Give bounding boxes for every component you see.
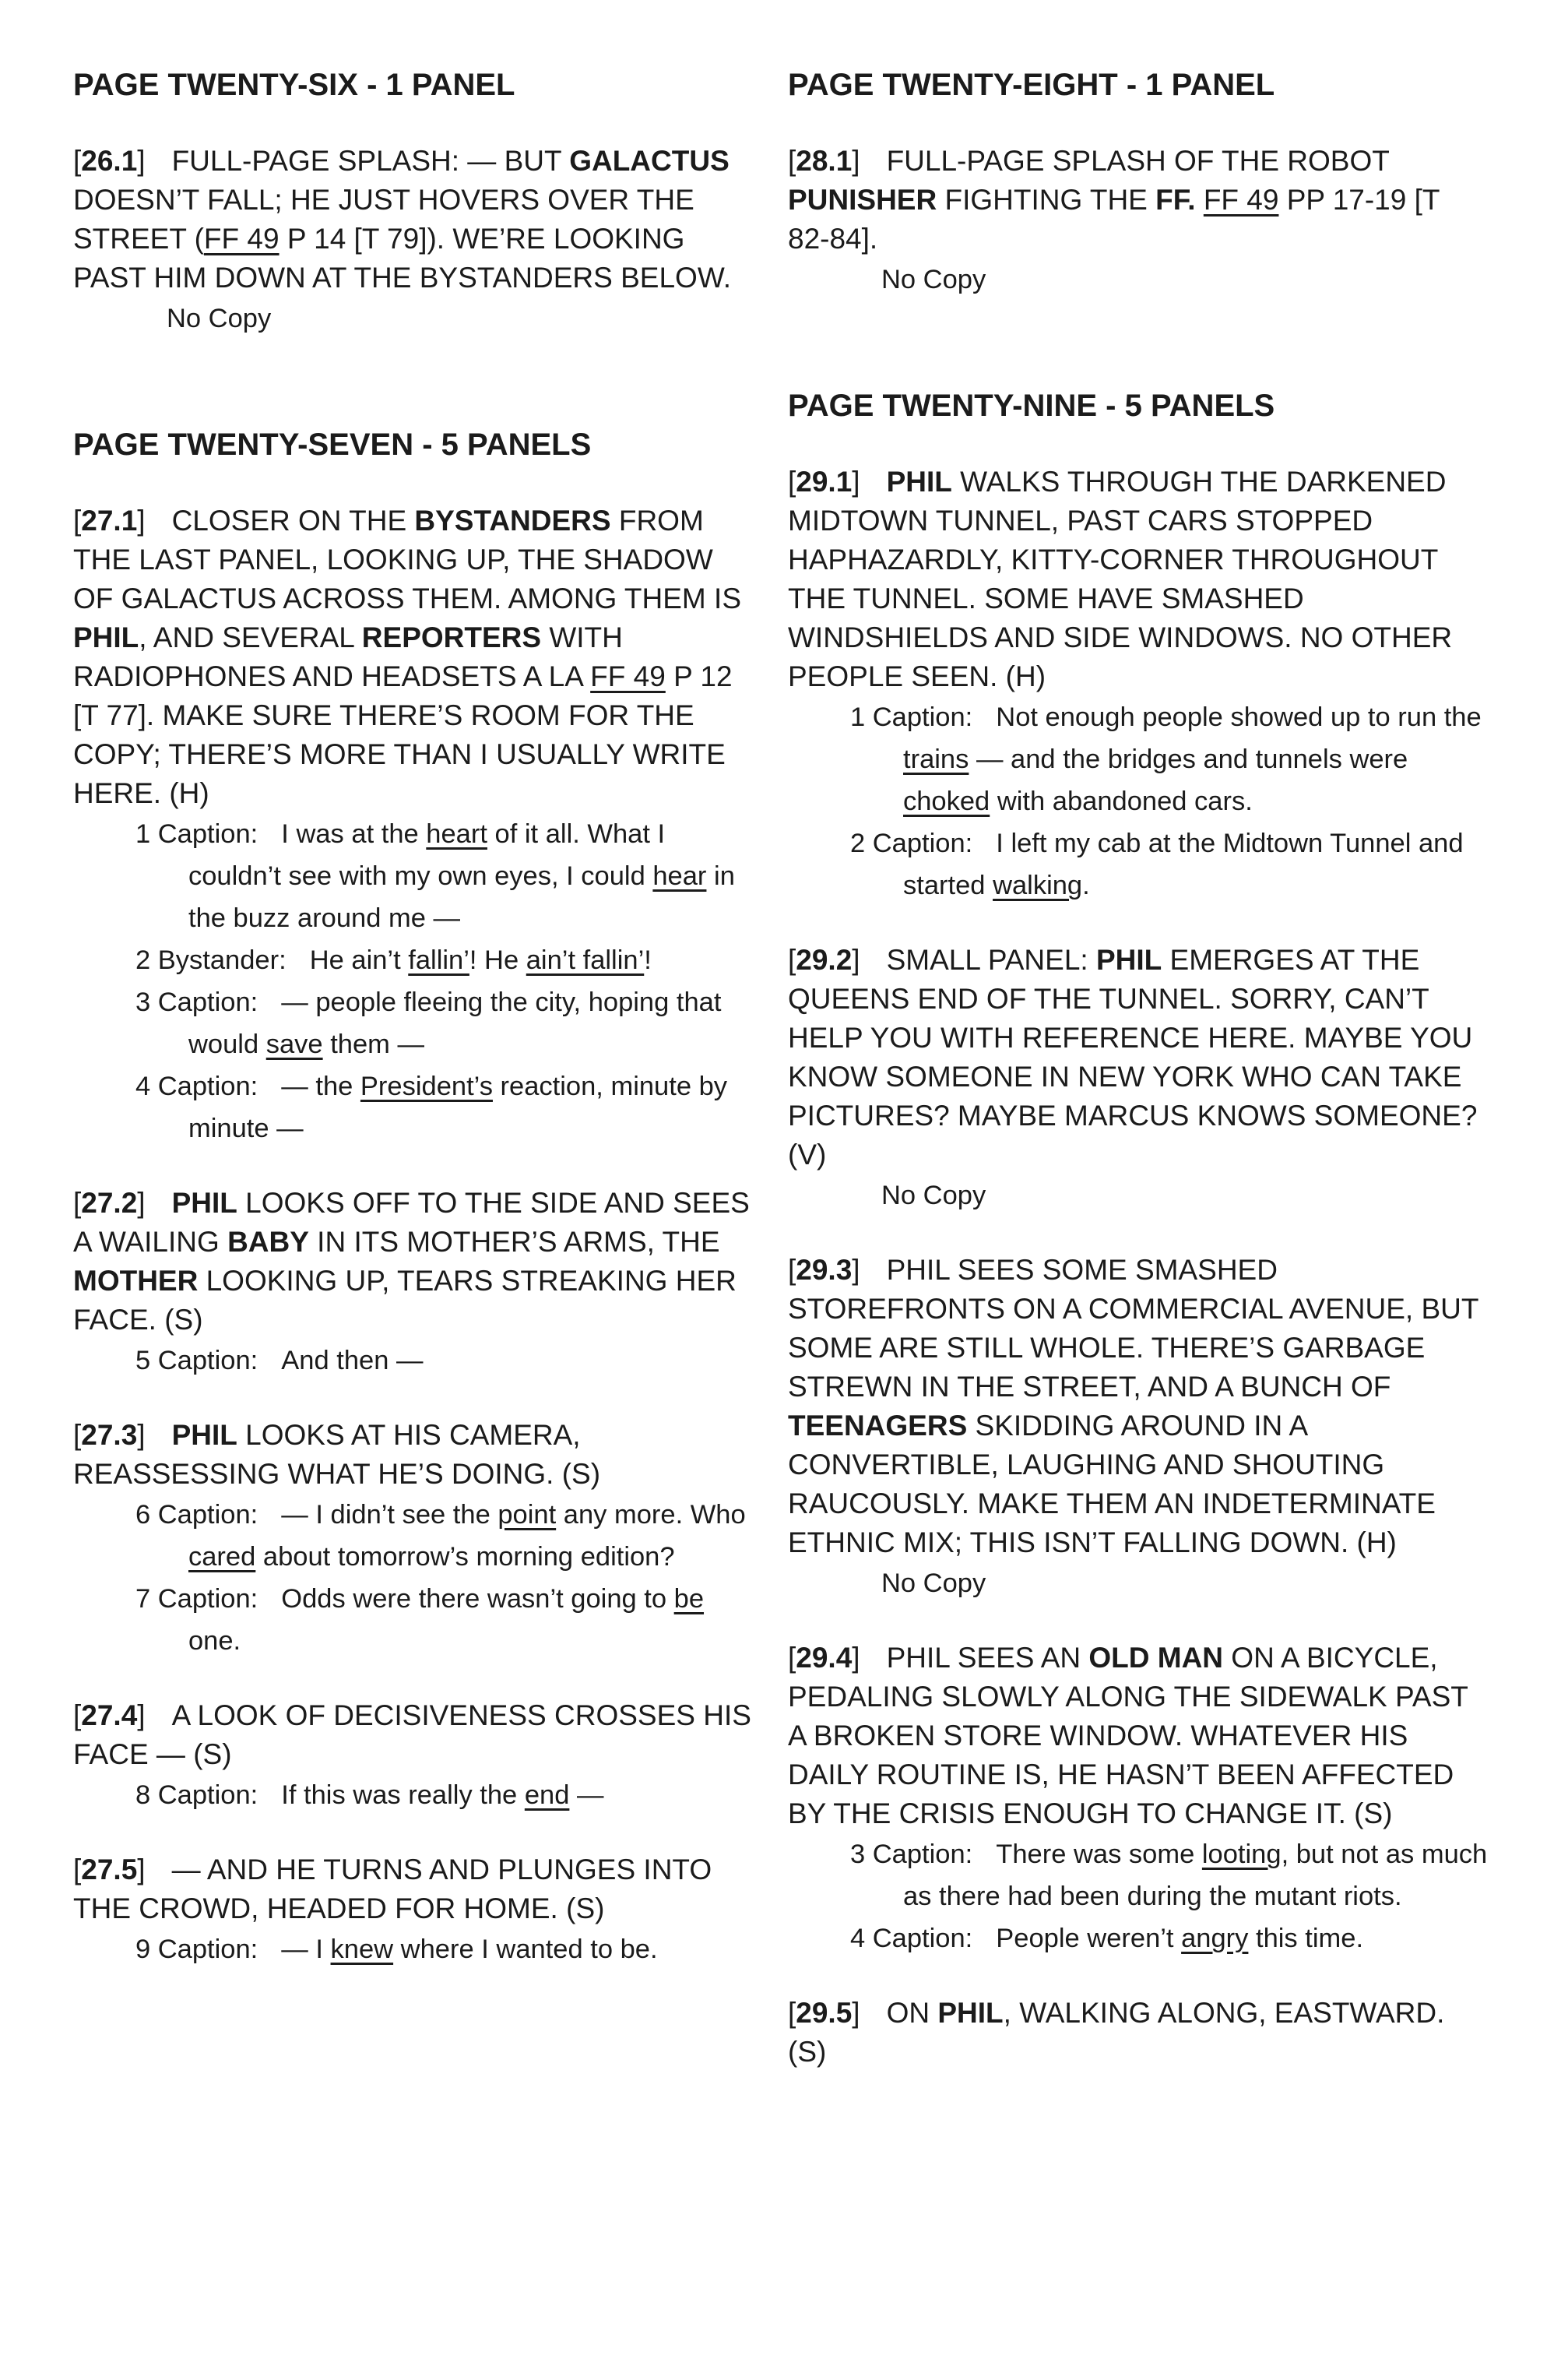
panel-29-4: [29.4] PHIL SEES AN OLD MAN ON A BICYCLE, PEDALING SLOWLY ALONG THE SIDEWALK PAST A BROKEN STORE WINDOW. WHATEVER HIS DAILY ROUTINE IS, HE HASN’T BEEN AFFECTED BY THE CRISIS ENOUGH TO CHANGE IT. (S)	[788, 1642, 1468, 1829]
panel-number: 29.1	[796, 466, 853, 498]
panel-28-1: [28.1] FULL-PAGE SPLASH OF THE ROBOT PUNISHER FIGHTING THE FF. FF 49 PP 17-19 [T 82-84].	[788, 145, 1440, 255]
panel-29-5: [29.5] ON PHIL, WALKING ALONG, EASTWARD. (S)	[788, 1997, 1445, 2068]
caption-line: 1 Caption: I was at the heart of it all. What I couldn’t see with my own eyes, I could hear in the buzz around me —	[135, 819, 735, 933]
no-copy-note: No Copy	[881, 1181, 986, 1210]
no-copy-note: No Copy	[881, 1568, 986, 1598]
no-copy-note: No Copy	[881, 265, 986, 294]
panel-number: 26.1	[81, 145, 138, 177]
panel-27-3: [27.3] PHIL LOOKS AT HIS CAMERA, REASSESSING WHAT HE’S DOING. (S)	[73, 1419, 601, 1490]
page-heading-28: PAGE TWENTY-EIGHT - 1 PANEL	[788, 68, 1275, 102]
ff-reference: FF 49	[203, 223, 280, 255]
page-heading-26: PAGE TWENTY-SIX - 1 PANEL	[73, 68, 515, 102]
panel-number: 27.5	[81, 1854, 138, 1885]
panel-number: 27.1	[81, 505, 138, 537]
caption-line: 4 Caption: People weren’t angry this time.	[850, 1924, 1364, 1953]
page-heading-27: PAGE TWENTY-SEVEN - 5 PANELS	[73, 428, 592, 462]
caption-line: 4 Caption: — the President’s reaction, minute by minute —	[135, 1072, 728, 1143]
dialogue-line: 2 Bystander: He ain’t fallin’! He ain’t fallin’!	[135, 945, 652, 975]
panel-29-2: [29.2] SMALL PANEL: PHIL EMERGES AT THE QUEENS END OF THE TUNNEL. SORRY, CAN’T HELP YOU WITH REFERENCE HERE. MAYBE YOU KNOW SOMEONE IN NEW YORK WHO CAN TAKE PICTURES? MAYBE MARCUS KNOWS SOMEONE? (V)	[788, 944, 1478, 1171]
caption-line: 3 Caption: — people fleeing the city, hoping that would save them —	[135, 988, 722, 1059]
panel-number: 29.4	[796, 1642, 853, 1674]
panel-number: 27.2	[81, 1187, 138, 1219]
panel-number: 29.5	[796, 1997, 853, 2029]
panel-number: 28.1	[796, 145, 853, 177]
caption-line: 6 Caption: — I didn’t see the point any more. Who cared about tomorrow’s morning edition?	[135, 1500, 746, 1572]
left-column	[73, 65, 758, 1970]
right-column	[788, 65, 1489, 2072]
no-copy-note: No Copy	[167, 304, 272, 333]
panel-26-1: [26.1] FULL-PAGE SPLASH: — BUT GALACTUS DOESN’T FALL; HE JUST HOVERS OVER THE STREET (FF 49 P 14 [T 79]). WE’RE LOOKING PAST HIM DOWN AT THE BYSTANDERS BELOW.	[73, 145, 731, 294]
panel-number: 29.3	[796, 1254, 853, 1286]
panel-number: 29.2	[796, 944, 853, 976]
page-heading-29: PAGE TWENTY-NINE - 5 PANELS	[788, 389, 1275, 423]
panel-number: 27.3	[81, 1419, 138, 1451]
caption-line: 7 Caption: Odds were there wasn’t going to be one.	[135, 1584, 705, 1656]
panel-29-1: [29.1] PHIL WALKS THROUGH THE DARKENED MIDTOWN TUNNEL, PAST CARS STOPPED HAPHAZARDLY, KITTY-CORNER THROUGHOUT THE TUNNEL. SOME HAVE SMASHED WINDSHIELDS AND SIDE WINDOWS. NO OTHER PEOPLE SEEN. (H)	[788, 466, 1453, 692]
caption-line: 8 Caption: If this was really the end —	[135, 1780, 604, 1810]
caption-line: 2 Caption: I left my cab at the Midtown Tunnel and started walking.	[850, 829, 1464, 900]
panel-number: 27.4	[81, 1699, 138, 1731]
caption-line: 9 Caption: — I knew where I wanted to be.	[135, 1935, 658, 1964]
panel-27-2: [27.2] PHIL LOOKS OFF TO THE SIDE AND SEES A WAILING BABY IN ITS MOTHER’S ARMS, THE MOTHER LOOKING UP, TEARS STREAKING HER FACE. (S)	[73, 1187, 750, 1336]
panel-27-4: [27.4] A LOOK OF DECISIVENESS CROSSES HIS FACE — (S)	[73, 1699, 751, 1770]
panel-27-5: [27.5] — AND HE TURNS AND PLUNGES INTO THE CROWD, HEADED FOR HOME. (S)	[73, 1854, 712, 1924]
caption-line: 5 Caption: And then —	[135, 1346, 424, 1375]
panel-29-3: [29.3] PHIL SEES SOME SMASHED STOREFRONTS ON A COMMERCIAL AVENUE, BUT SOME ARE STILL WHOLE. THERE’S GARBAGE STREWN IN THE STREET, AND A BUNCH OF TEENAGERS SKIDDING AROUND IN A CONVERTIBLE, LAUGHING AND SHOUTING RAUCOUSLY. MAKE THEM AN INDETERMINATE ETHNIC MIX; THIS ISN’T FALLING DOWN. (H)	[788, 1254, 1478, 1558]
caption-line: 3 Caption: There was some looting, but not as much as there had been during the mutant riots.	[850, 1840, 1488, 1911]
panel-27-1: [27.1] CLOSER ON THE BYSTANDERS FROM THE LAST PANEL, LOOKING UP, THE SHADOW OF GALACTUS ACROSS THEM. AMONG THEM IS PHIL, AND SEVERAL REPORTERS WITH RADIOPHONES AND HEADSETS A LA FF 49 P 12 [T 77]. MAKE SURE THERE’S ROOM FOR THE COPY; THERE’S MORE THAN I USUALLY WRITE HERE. (H)	[73, 505, 741, 809]
caption-line: 1 Caption: Not enough people showed up to run the trains — and the bridges and tunnels were choked with abandoned cars.	[850, 702, 1482, 816]
